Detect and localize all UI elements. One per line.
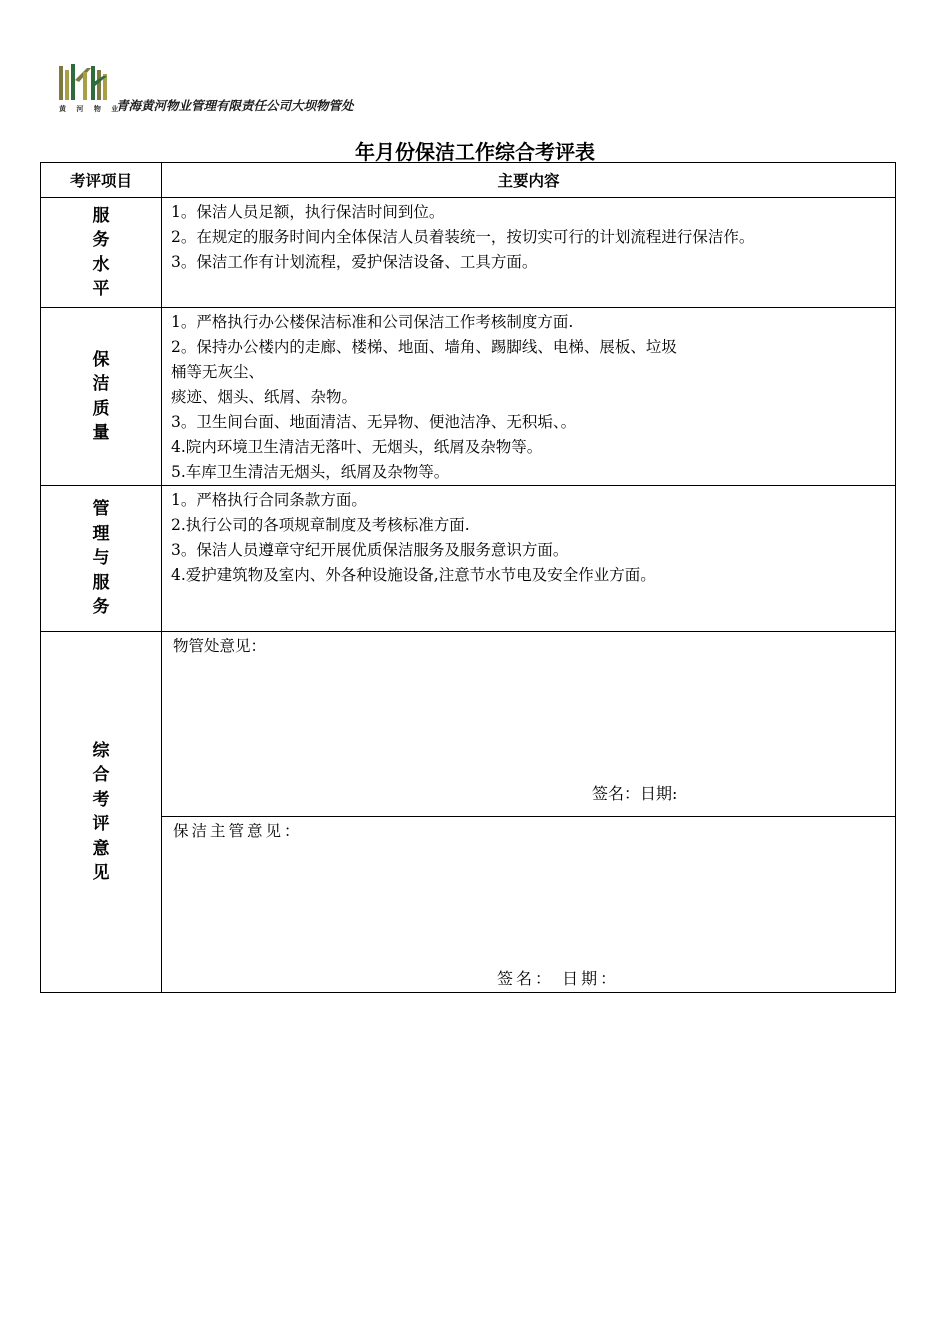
content-line: 痰迹、烟头、纸屑、杂物。: [171, 388, 358, 406]
content-line: 4.院内环境卫生清洁无落叶、无烟头，纸屑及杂物等。: [171, 438, 543, 456]
category-label: 综合考评意见: [92, 740, 110, 883]
evaluation-table: [40, 162, 896, 993]
table-row-management: [41, 486, 896, 632]
category-cell: [41, 198, 162, 308]
document-header: [57, 62, 477, 122]
table-row-summary-supervisor: [41, 817, 896, 993]
category-label: 保洁质量: [92, 349, 110, 443]
content-cell: [162, 486, 896, 632]
content-line: 桶等无灰尘、: [171, 363, 265, 381]
content-line: 2。在规定的服务时间内全体保洁人员着装统一，按切实可行的计划流程进行保洁作。: [171, 228, 755, 246]
office-opinion-field[interactable]: [162, 632, 896, 817]
supervisor-opinion-field[interactable]: [162, 817, 896, 993]
category-cell: [41, 308, 162, 486]
table-row-service: [41, 198, 896, 308]
category-label: 服务水平: [92, 205, 110, 299]
table-row-quality: [41, 308, 896, 486]
content-line: 3。卫生间台面、地面清洁、无异物、便池洁净、无积垢、。: [171, 413, 577, 431]
category-cell: [41, 486, 162, 632]
table-header-row: [41, 163, 896, 198]
content-line: 2.执行公司的各项规章制度及考核标准方面.: [171, 516, 470, 534]
category-cell: [41, 632, 162, 993]
content-line: 1。保洁人员足额，执行保洁时间到位。: [171, 203, 445, 221]
content-line: 2。保持办公楼内的走廊、楼梯、地面、墙角、踢脚线、电梯、展板、垃圾: [171, 338, 677, 356]
supervisor-signature-line: 签名： 日期：: [497, 969, 620, 988]
logo-text: 黄 河 物 业: [59, 105, 123, 113]
column-header-item: 考评项目: [41, 163, 162, 198]
content-line: 4.爱护建筑物及室内、外各种设施设备,注意节水节电及安全作业方面。: [171, 566, 656, 584]
content-cell: [162, 198, 896, 308]
content-line: 5.车库卫生清洁无烟头，纸屑及杂物等。: [171, 463, 450, 481]
supervisor-opinion-label: 保洁主管意见：: [173, 822, 303, 840]
category-label: 管理与服务: [92, 499, 110, 618]
content-line: 3。保洁人员遵章守纪开展优质保洁服务及服务意识方面。: [171, 541, 569, 559]
column-header-content: 主要内容: [162, 163, 896, 198]
office-opinion-label: 物管处意见：: [173, 637, 267, 655]
content-line: 3。保洁工作有计划流程，爱护保洁设备、工具方面。: [171, 253, 538, 271]
content-line: 1。严格执行办公楼保洁标准和公司保洁工作考核制度方面.: [171, 313, 574, 331]
content-cell: [162, 308, 896, 486]
table-row-summary-office: [41, 632, 896, 817]
company-name: 青海黄河物业管理有限责任公司大坝物管处: [116, 98, 354, 113]
page-title: 年月份保洁工作综合考评表: [355, 140, 595, 164]
office-signature-line: 签名：日期:: [592, 784, 678, 803]
content-line: 1。严格执行合同条款方面。: [171, 491, 367, 509]
